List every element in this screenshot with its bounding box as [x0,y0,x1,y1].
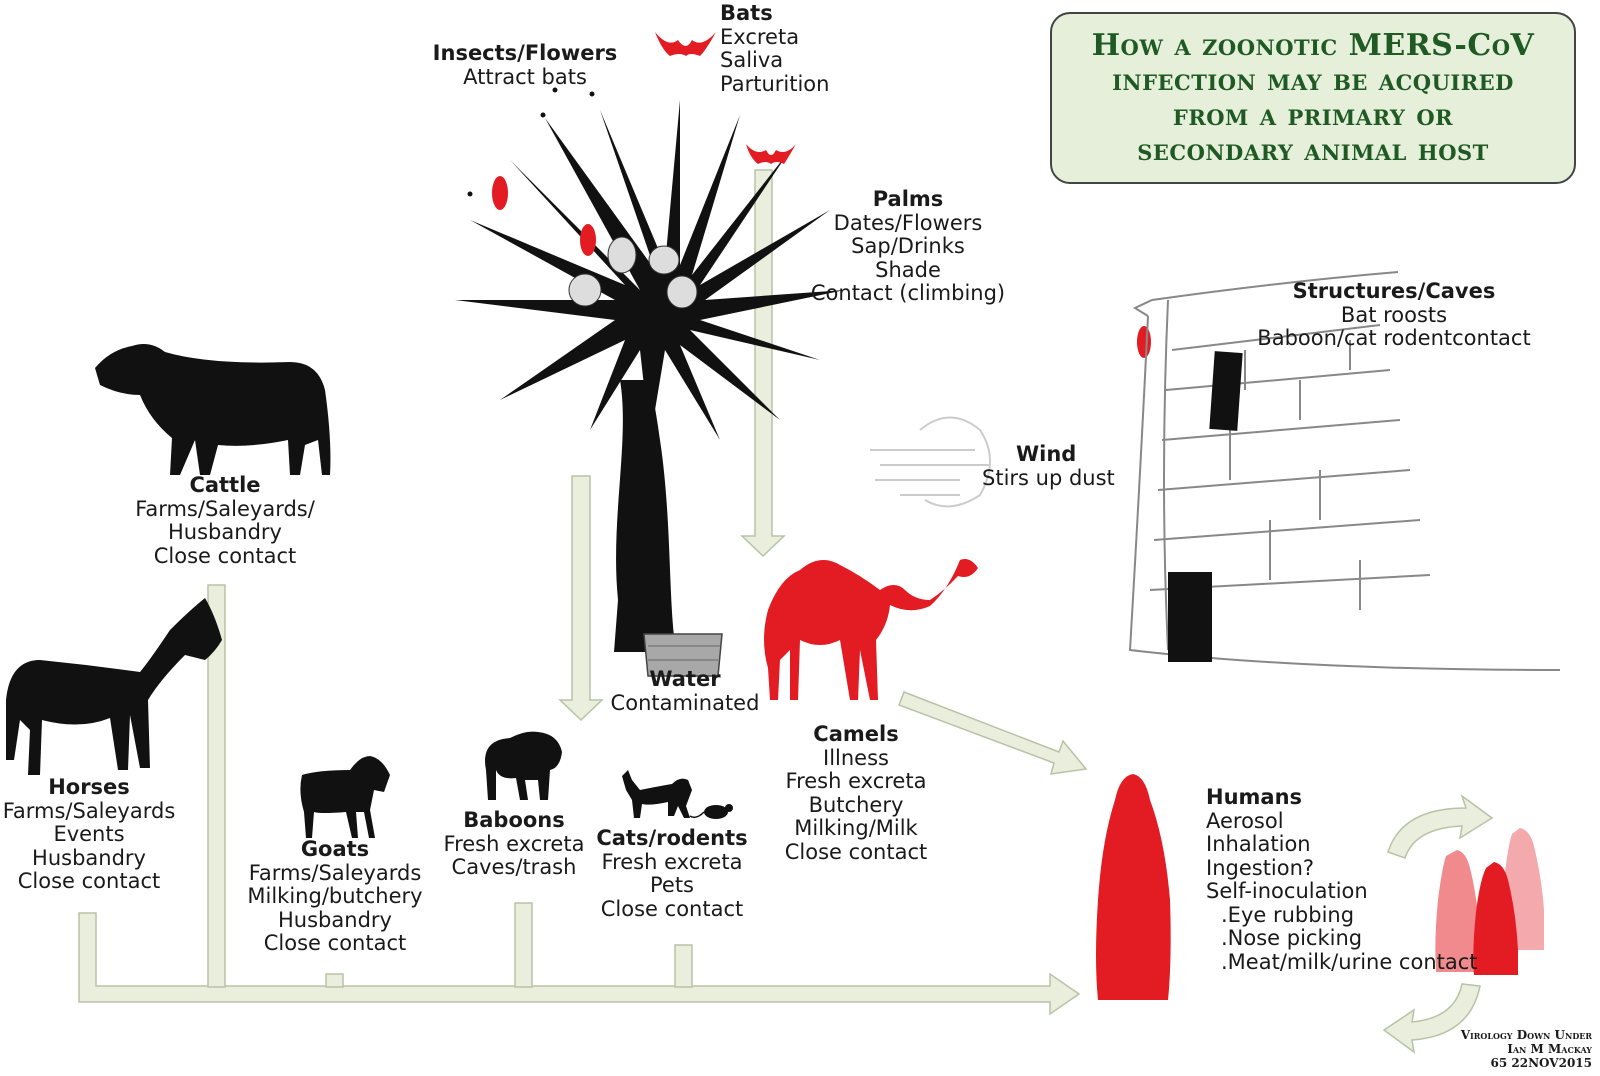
horses-line: Events [53,822,125,846]
horses-line: Husbandry [32,845,146,870]
cattle-label [135,474,315,568]
horses-heading: Horses [48,775,130,799]
wind-label [982,443,1115,490]
water-label [611,668,760,715]
goat-icon [300,756,390,838]
cats-line: Close contact [600,896,744,921]
camels-line: Illness [823,745,889,770]
insects-heading: Insects/Flowers [432,41,618,65]
cattle-heading: Cattle [189,473,261,497]
cattle-line: Close contact [153,543,297,568]
goats-line: Farms/Saleyards [248,860,422,885]
wind-icon [870,418,990,507]
credit-line: Ian M Mackay [1507,1042,1592,1056]
humans-line: Aerosol [1206,808,1284,833]
main-flow-arrow [79,913,1079,1014]
camels-line: Milking/Milk [794,816,918,840]
baboons-heading: Baboons [463,808,565,832]
palm-down-arrow [560,476,602,720]
palm-camel-arrow [742,170,784,556]
horses-label [3,776,176,894]
horses-line: Farms/Saleyards [2,798,176,823]
title-line: secondary animal host [1137,133,1489,168]
palm-tree-icon [455,100,845,652]
bats-line: Parturition [720,71,830,96]
camels-line: Close contact [784,839,928,864]
cats-line: Fresh excreta [601,849,743,874]
credit-line: Virology Down Under [1460,1028,1592,1042]
cats-label [596,827,747,921]
water-line: Contaminated [610,690,760,715]
wind-line: Stirs up dust [982,465,1115,490]
humans-line: .Eye rubbing [1221,902,1355,927]
humans-label [1206,786,1478,974]
structures-label [1257,280,1530,351]
palms-line: Shade [875,257,941,282]
baboons-label [444,809,585,880]
insects-line: Attract bats [463,64,587,89]
cattle-line: Husbandry [168,520,282,544]
humans-line: .Nose picking [1221,926,1363,950]
goats-label [247,838,422,956]
baboons-flow-arrow [515,903,532,987]
baboons-line: Caves/trash [451,855,577,879]
camels-line: Butchery [808,792,904,817]
camels-line: Fresh excreta [785,769,927,793]
bats-line: Saliva [720,48,784,72]
goats-line: Milking/butchery [247,884,423,908]
insect-icon [468,88,595,197]
structures-line: Baboon/cat rodentcontact [1257,326,1531,350]
author-credit [1461,1028,1592,1070]
humans-heading: Humans [1206,785,1303,809]
wind-heading: Wind [1016,442,1077,466]
cats-heading: Cats/rodents [596,826,748,850]
water-heading: Water [649,667,721,691]
palms-line: Dates/Flowers [833,210,983,235]
goats-flow-arrow [326,974,343,987]
title-line: infection may be acquired [1112,63,1514,98]
cattle-icon [95,344,330,475]
palms-heading: Palms [872,187,944,211]
horses-line: Close contact [17,869,161,893]
cats-flow-arrow [675,945,692,987]
palms-label [811,188,1005,306]
diagram-title-box [1050,12,1576,184]
humans-line: Self-inoculation [1206,879,1368,903]
goats-heading: Goats [300,837,370,861]
bats-line: Excreta [720,24,800,49]
humans-line: .Meat/milk/urine contact [1221,949,1478,974]
cat-rodent-icon [622,770,733,819]
goats-line: Close contact [263,931,407,955]
structures-line: Bat roosts [1340,302,1448,327]
palms-line: Contact (climbing) [810,281,1006,305]
palms-line: Sap/Drinks [851,234,965,258]
bats-label [720,2,829,96]
camels-heading: Camels [813,722,899,746]
humans-line: Ingestion? [1206,855,1315,880]
credit-line: 65 22NOV2015 [1490,1056,1592,1070]
camels-label [785,723,927,864]
bats-heading: Bats [720,1,773,25]
humans-line: Inhalation [1206,832,1311,856]
title-line: How a zoonotic MERS-CoV [1091,28,1535,63]
baboons-line: Fresh excreta [443,831,585,856]
title-line: from a primary or [1172,98,1454,133]
baboon-icon [485,732,562,800]
camel-icon [764,559,978,700]
cats-line: Pets [649,873,694,897]
cattle-line: Farms/Saleyards/ [135,496,315,521]
goats-line: Husbandry [278,907,392,932]
insects-label [433,42,618,89]
structures-heading: Structures/Caves [1292,279,1496,303]
horse-icon [6,598,222,775]
